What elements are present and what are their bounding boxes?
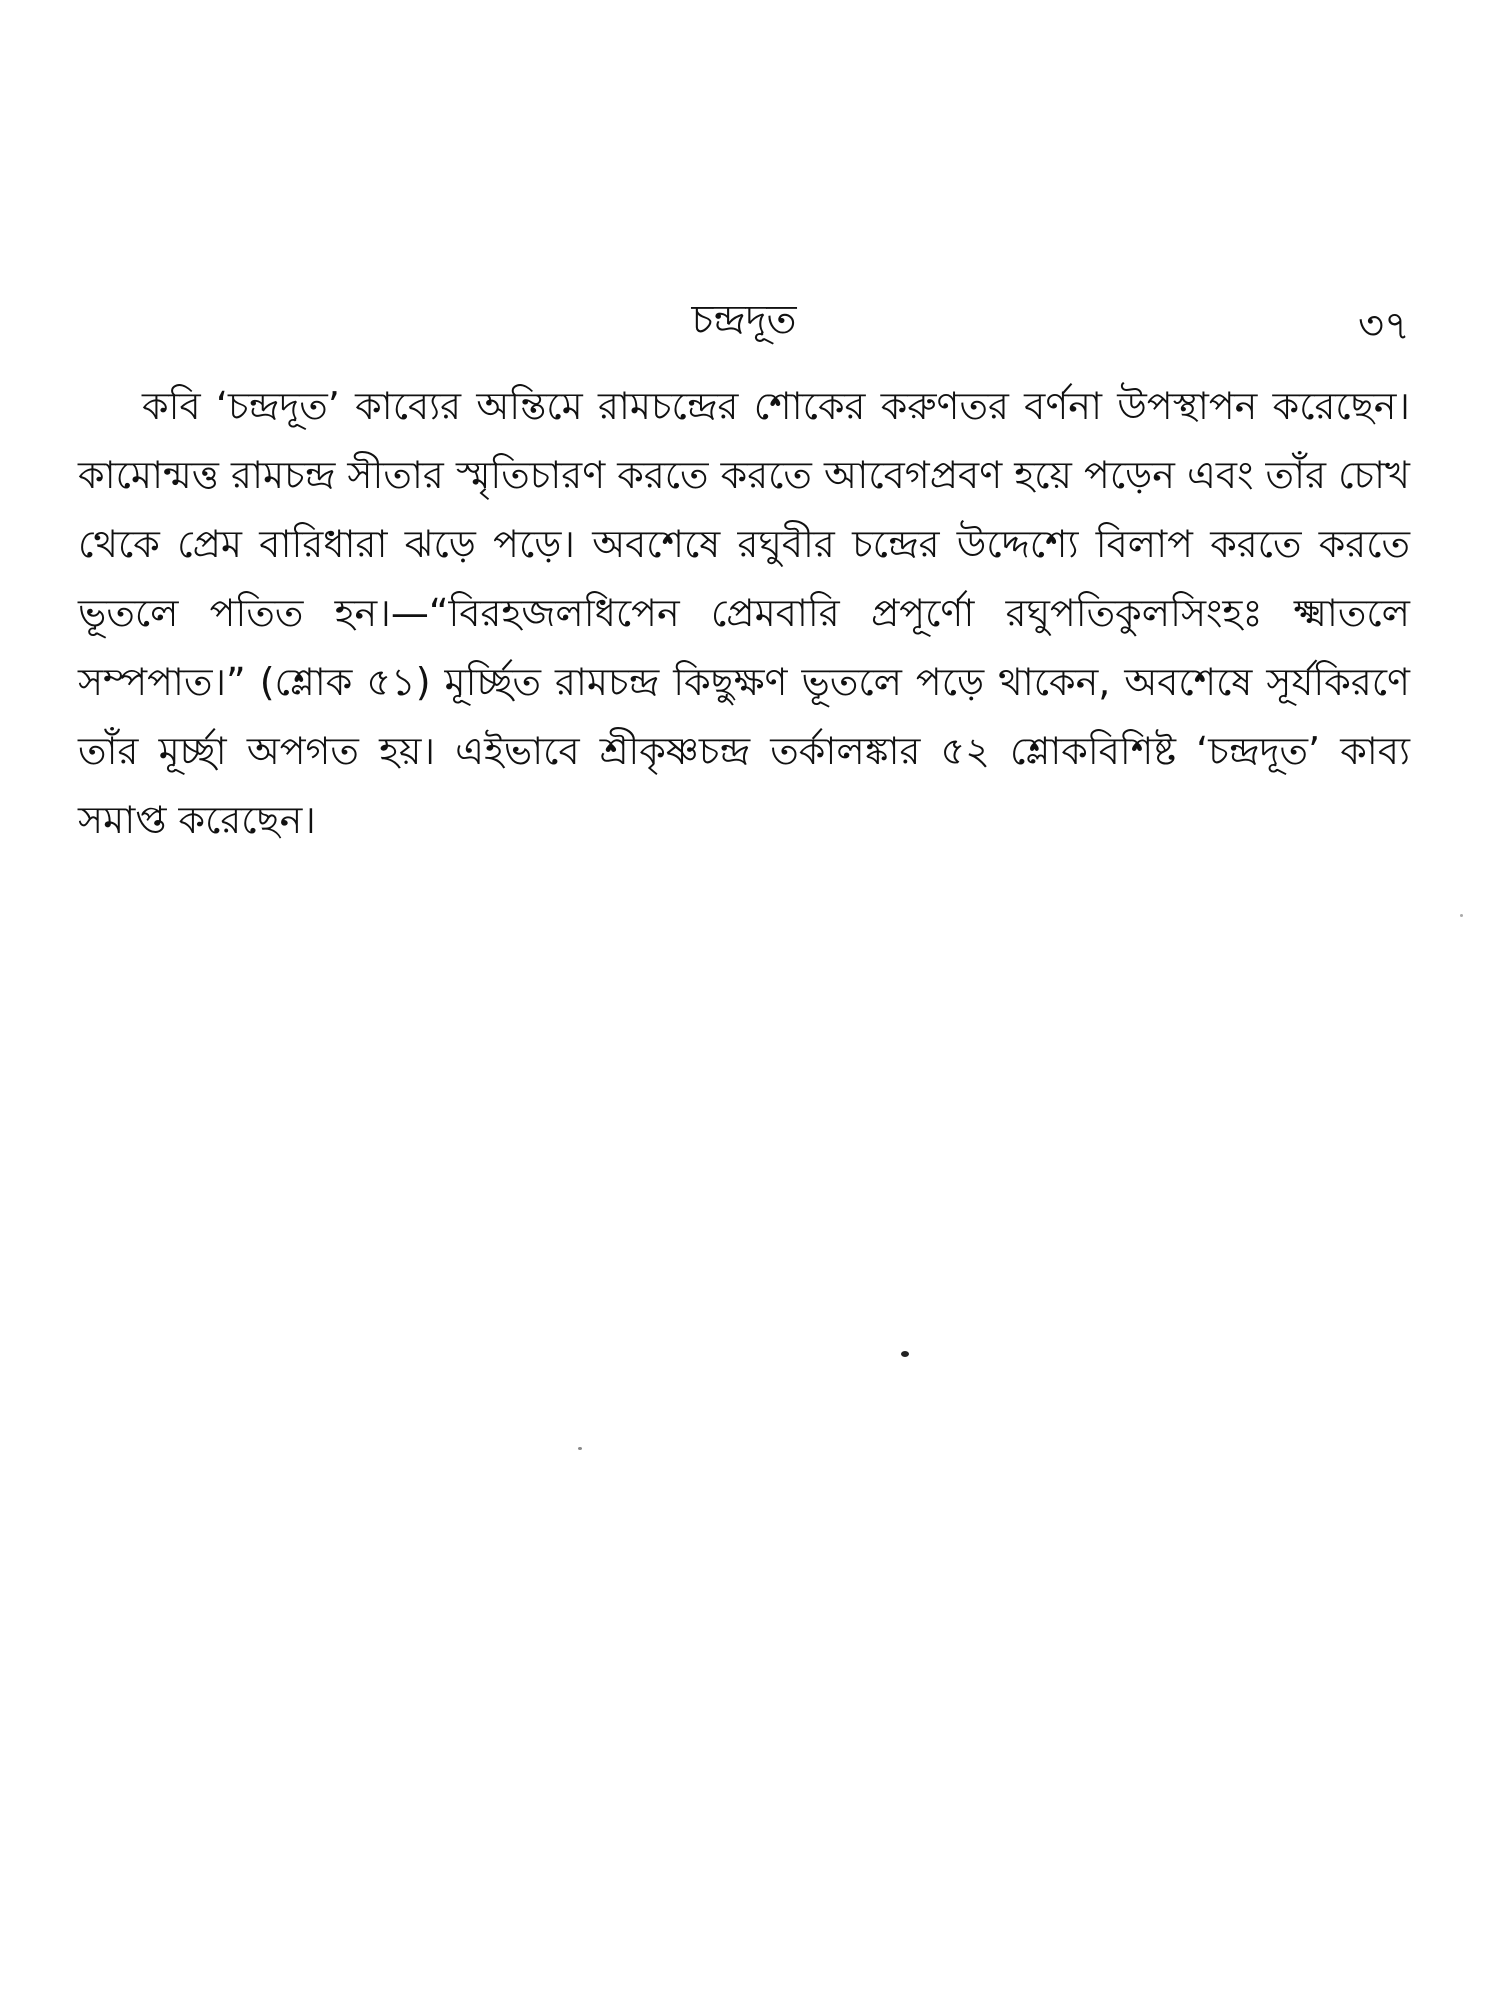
scan-speck <box>901 1351 909 1357</box>
running-title: চন্দ্রদূত <box>691 297 797 343</box>
body-paragraph: কবি ‘চন্দ্রদূত’ কাব্যের অন্তিমে রামচন্দ্রের শোকের করুণতর বর্ণনা উপস্থাপন করেছেন। কামোন্মত্ত রামচন্দ্র সীতার স্মৃতিচারণ করতে করতে আবেগপ্রবণ হয়ে পড়েন এবং তাঁর চোখ থেকে প্রেম বারিধারা ঝড়ে পড়ে। অবশেষে রঘুবীর চন্দ্রের উদ্দেশ্যে বিলাপ করতে করতে ভূতলে পতিত হন।—“বিরহজলধিপেন প্রেমবারি প্রপূর্ণো রঘুপতিকুলসিংহঃ ক্ষ্মাতলে সম্পপাত।” (শ্লোক ৫১) মূর্চ্ছিত রামচন্দ্র কিছুক্ষণ ভূতলে পড়ে থাকেন, অবশেষে সূর্যকিরণে তাঁর মূর্চ্ছা অপগত হয়। এইভাবে শ্রীকৃষ্ণচন্দ্র তর্কালঙ্কার ৫২ শ্লোকবিশিষ্ট ‘চন্দ্রদূত’ কাব্য সমাপ্ত করেছেন। <box>78 384 1410 842</box>
page-header <box>78 290 1410 350</box>
scan-speck <box>578 1447 582 1450</box>
scan-speck <box>1460 914 1463 917</box>
page-number: ৩৭ <box>1357 303 1410 349</box>
